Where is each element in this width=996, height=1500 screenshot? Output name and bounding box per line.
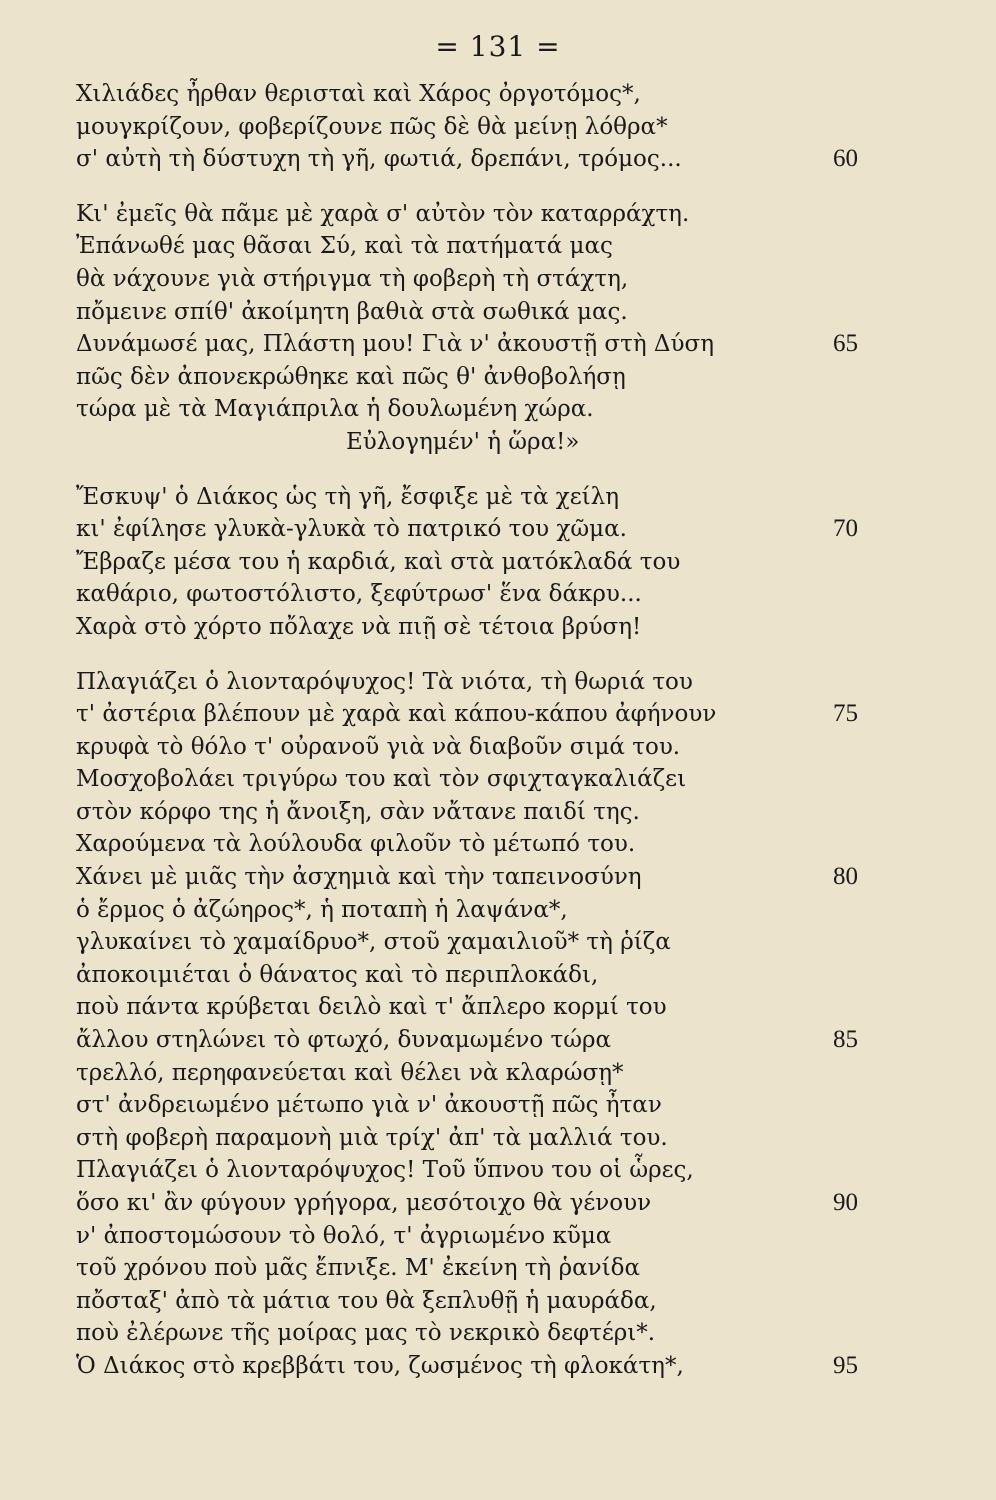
verse-line: [76, 1024, 906, 1057]
verse-line: [76, 698, 906, 731]
verse-text: στὴ φοβερὴ παραμονὴ μιὰ τρίχ' ἀπ' τὰ μαλλιά του.: [76, 1124, 668, 1151]
verse-text: Χαρὰ στὸ χόρτο πὄλαχε νὰ πιῇ σὲ τέτοια βρύση!: [76, 613, 642, 640]
verse-text: Πλαγιάζει ὁ λιονταρόψυχος! Τοῦ ὕπνου του οἱ ὧρες,: [76, 1157, 694, 1184]
stanza: [76, 666, 906, 1383]
verse-line: [76, 763, 906, 796]
page-number-header: = 131 =: [435, 30, 561, 63]
verse-line: [76, 1187, 906, 1220]
verse-line: [76, 894, 906, 927]
stanza: [76, 481, 906, 644]
verse-text: τρελλό, περηφανεύεται καὶ θέλει νὰ κλαρώσῃ*: [76, 1059, 624, 1086]
verse-line: [76, 263, 906, 296]
verse-text: κρυφὰ τὸ θόλο τ' οὐρανοῦ γιὰ νὰ διαβοῦν σιμά του.: [76, 733, 681, 760]
verse-text: μουγκρίζουν, φοβερίζουνε πῶς δὲ θὰ μείνῃ λόθρα*: [76, 113, 668, 140]
verse-line: [76, 328, 906, 361]
verse-text: τ' ἀστέρια βλέπουν μὲ χαρὰ καὶ κάπου-κάπου ἀφήνουν: [76, 701, 717, 728]
verse-text: Ἐπάνωθέ μας θᾶσαι Σύ, καὶ τὰ πατήματά μας: [76, 233, 613, 260]
stanza: [76, 198, 906, 459]
verse-text: τώρα μὲ τὰ Μαγιάπριλα ἡ δουλωμένη χώρα.: [76, 396, 594, 423]
verse-text: Μοσχοβολάει τριγύρω του καὶ τὸν σφιχταγκαλιάζει: [76, 766, 687, 793]
verse-line: [76, 861, 906, 894]
verse-line: [76, 296, 906, 329]
verse-text: ποὺ πάντα κρύβεται δειλὸ καὶ τ' ἄπλερο κορμί του: [76, 994, 667, 1021]
line-number: 60: [833, 145, 858, 173]
verse-line: [76, 1350, 906, 1383]
verse-text: ὅσο κι' ἂν φύγουν γρήγορα, μεσότοιχο θὰ γένουν: [76, 1190, 652, 1216]
verse-line: [76, 546, 906, 579]
verse-line: [76, 230, 906, 263]
verse-line: [76, 731, 906, 764]
verse-text: Ἔβραζε μέσα του ἡ καρδιά, καὶ στὰ ματόκλαδά του: [76, 548, 681, 575]
verse-text: στὸν κόρφο της ἡ ἄνοιξη, σὰν νἄτανε παιδί της.: [76, 798, 640, 825]
poem-body: [76, 78, 906, 1405]
verse-line: [76, 426, 906, 459]
verse-text: γλυκαίνει τὸ χαμαίδρυο*, στοῦ χαμαιλιοῦ* τὴ ῥίζα: [76, 929, 671, 956]
verse-line: [76, 611, 906, 644]
verse-line: [76, 78, 906, 111]
verse-line: [76, 1317, 906, 1350]
verse-line: [76, 1154, 906, 1187]
verse-line: [76, 393, 906, 426]
verse-line: [76, 1285, 906, 1318]
verse-text: Χιλιάδες ἦρθαν θερισταὶ καὶ Χάρος ὀργοτόμος*,: [76, 81, 641, 107]
verse-text: Χάνει μὲ μιᾶς τὴν ἀσχημιὰ καὶ τὴν ταπεινοσύνη: [76, 864, 642, 891]
verse-line: [76, 926, 906, 959]
verse-text: θὰ νάχουνε γιὰ στήριγμα τὴ φοβερὴ τὴ στάχτη,: [76, 265, 629, 292]
verse-text: κι' ἐφίλησε γλυκὰ-γλυκὰ τὸ πατρικό του χῶμα.: [76, 516, 627, 543]
verse-text: καθάριο, φωτοστόλιστο, ξεφύτρωσ' ἕνα δάκρυ...: [76, 581, 642, 608]
verse-line: [76, 1057, 906, 1090]
verse-text: πὄμεινε σπίθ' ἀκοίμητη βαθιὰ στὰ σωθικά μας.: [76, 298, 628, 325]
verse-text: ἀποκοιμιέται ὁ θάνατος καὶ τὸ περιπλοκάδι,: [76, 961, 599, 988]
verse-line: [76, 1220, 906, 1253]
verse-text: ν' ἀποστομώσουν τὸ θολό, τ' ἀγριωμένο κῦμα: [76, 1222, 612, 1249]
verse-line: [76, 361, 906, 394]
line-number: 90: [833, 1189, 858, 1216]
verse-text: τοῦ χρόνου ποὺ μᾶς ἔπνιξε. Μ' ἐκείνη τὴ ῥανίδα: [76, 1255, 641, 1282]
verse-text: στ' ἀνδρειωμένο μέτωπο γιὰ ν' ἀκουστῇ πῶς ἦταν: [76, 1092, 662, 1119]
verse-line: [76, 143, 906, 176]
verse-text: σ' αὐτὴ τὴ δύστυχη τὴ γῆ, φωτιά, δρεπάνι, τρόμος...: [76, 146, 682, 173]
verse-line: [76, 578, 906, 611]
line-number: 95: [833, 1351, 858, 1379]
line-number: 65: [833, 330, 858, 358]
verse-text: Χαρούμενα τὰ λούλουδα φιλοῦν τὸ μέτωπό του.: [76, 831, 636, 858]
verse-text: ποὺ ἐλέρωνε τῆς μοίρας μας τὸ νεκρικὸ δεφτέρι*.: [76, 1320, 656, 1347]
verse-line: [76, 828, 906, 861]
verse-line: [76, 959, 906, 992]
verse-line: [76, 991, 906, 1024]
stanza: [76, 78, 906, 176]
verse-text: ὁ ἔρμος ὁ ἀζώηρος*, ἡ ποταπὴ ἡ λαψάνα*,: [76, 896, 568, 923]
verse-line: [76, 1122, 906, 1155]
verse-text: Πλαγιάζει ὁ λιονταρόψυχος! Τὰ νιότα, τὴ θωριά του: [76, 668, 693, 695]
verse-text: Κι' ἐμεῖς θὰ πᾶμε μὲ χαρὰ σ' αὐτὸν τὸν καταρράχτη.: [76, 200, 690, 227]
verse-line: [76, 796, 906, 829]
verse-line: [76, 198, 906, 231]
verse-line: [76, 666, 906, 699]
verse-text: Ἔσκυψ' ὁ Διάκος ὡς τὴ γῆ, ἔσφιξε μὲ τὰ χείλη: [76, 483, 620, 510]
verse-line: [76, 111, 906, 144]
verse-line: [76, 1089, 906, 1122]
line-number: 70: [833, 515, 858, 543]
verse-text: Ὁ Διάκος στὸ κρεββάτι του, ζωσμένος τὴ φλοκάτη*,: [76, 1352, 684, 1379]
line-number: 80: [833, 863, 858, 891]
verse-text: πὄσταξ' ἀπὸ τὰ μάτια του θὰ ξεπλυθῇ ἡ μαυράδα,: [76, 1287, 657, 1314]
line-number: 75: [833, 700, 858, 728]
verse-line: [76, 481, 906, 514]
verse-line: [76, 1252, 906, 1285]
verse-text: ἄλλου στηλώνει τὸ φτωχό, δυναμωμένο τώρα: [76, 1027, 612, 1054]
verse-text: Εὐλογημέν' ἡ ὥρα!»: [346, 428, 580, 455]
verse-text: πῶς δὲν ἀπονεκρώθηκε καὶ πῶς θ' ἀνθοβολήσῃ: [76, 363, 626, 390]
verse-text: Δυνάμωσέ μας, Πλάστη μου! Γιὰ ν' ἀκουστῇ στὴ Δύση: [76, 331, 715, 358]
verse-line: [76, 513, 906, 546]
line-number: 85: [833, 1026, 858, 1054]
